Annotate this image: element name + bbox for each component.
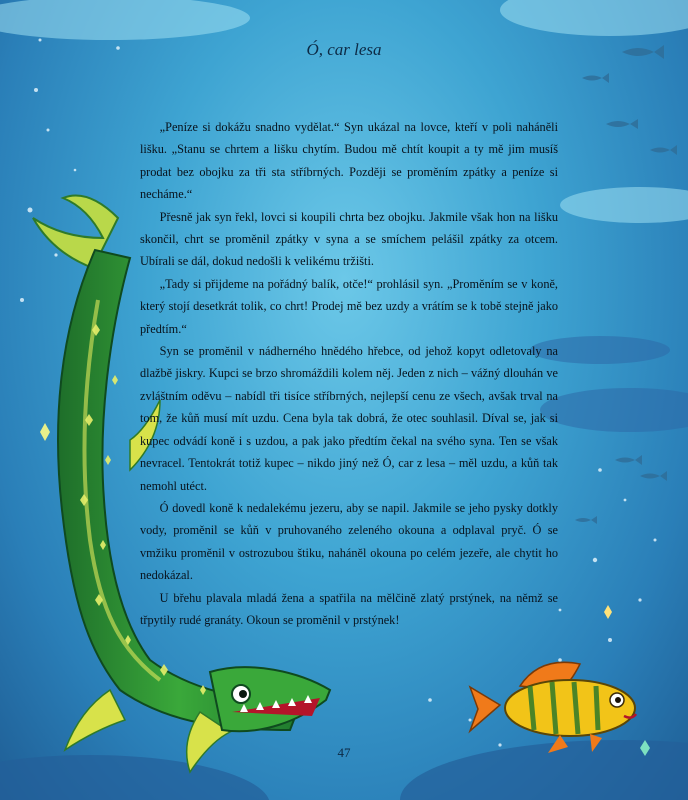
paragraph: Ó dovedl koně k nedalekému jezeru, aby se napil. Jakmile se jeho pysky dotkly vody, proměnil se kůň v pruhovaného zeleného okouna a odplaval pryč. Ó se vmžiku proměnil v ostrozubou štiku, naháněl okouna po celém jezeře, ale chytit ho nedokázal. xyxy=(140,500,558,583)
paragraph: Syn se proměnil v nádherného hnědého hřebce, od jehož kopyt odletovaly na dlažbě jiskry. Kupci se brzo shromáždili kolem něj. Jeden z nich – vážný dlouhán ve zvláštním oděvu – nabídl tři tisíce stříbrných, nejlepší cenu ze všech, avšak trval na tom, že kůň musí mít uzdu. Cena byla tak dobrá, že otec souhlasil. Díval se, jak si kupec odvádí koně i s uzdou, a pak jako předtím čekal na svého syna. Ten se však nevracel. Tentokrát totiž kupec – nikdo jiný než Ó, car z lesa – měl uzdu, a kůň tak nemohl utéct. xyxy=(140,344,558,493)
paragraph: „Tady si přijdeme na pořádný balík, otče!“ prohlásil syn. „Proměním se v koně, který stojí desetkrát tolik, co chrt! Prodej mě bez uzdy a vrátím se k tobě stejně jako předtím.“ xyxy=(140,276,558,336)
chapter-title: Ó, car lesa xyxy=(306,40,382,59)
paragraph: Přesně jak syn řekl, lovci si koupili chrta bez obojku. Jakmile však hon na lišku skončil, chrt se proměnil zpátky v syna a se smíchem pelášil zpátky za otcem. Ubírali se dál, dokud nedošli k velikému tržišti. xyxy=(140,209,558,269)
perch-illustration xyxy=(470,662,636,753)
paragraph: U břehu plavala mladá žena a spatřila na mělčině zlatý prstýnek, na němž se třpytily rudé granáty. Okoun se proměnil v prstýnek! xyxy=(140,590,558,627)
paragraph: „Peníze si dokážu snadno vydělat.“ Syn ukázal na lovce, kteří v poli naháněli lišku. „Stanu se chrtem a lišku chytím. Budou mě chtít koupit a ty mě jim musíš prodat bez obojku za tři sta stříbrných. Později se proměním zpátky a peníze si necháme.“ xyxy=(140,120,558,202)
distant-fish xyxy=(575,45,677,524)
story-text xyxy=(140,116,558,631)
page-number: 47 xyxy=(337,745,351,760)
